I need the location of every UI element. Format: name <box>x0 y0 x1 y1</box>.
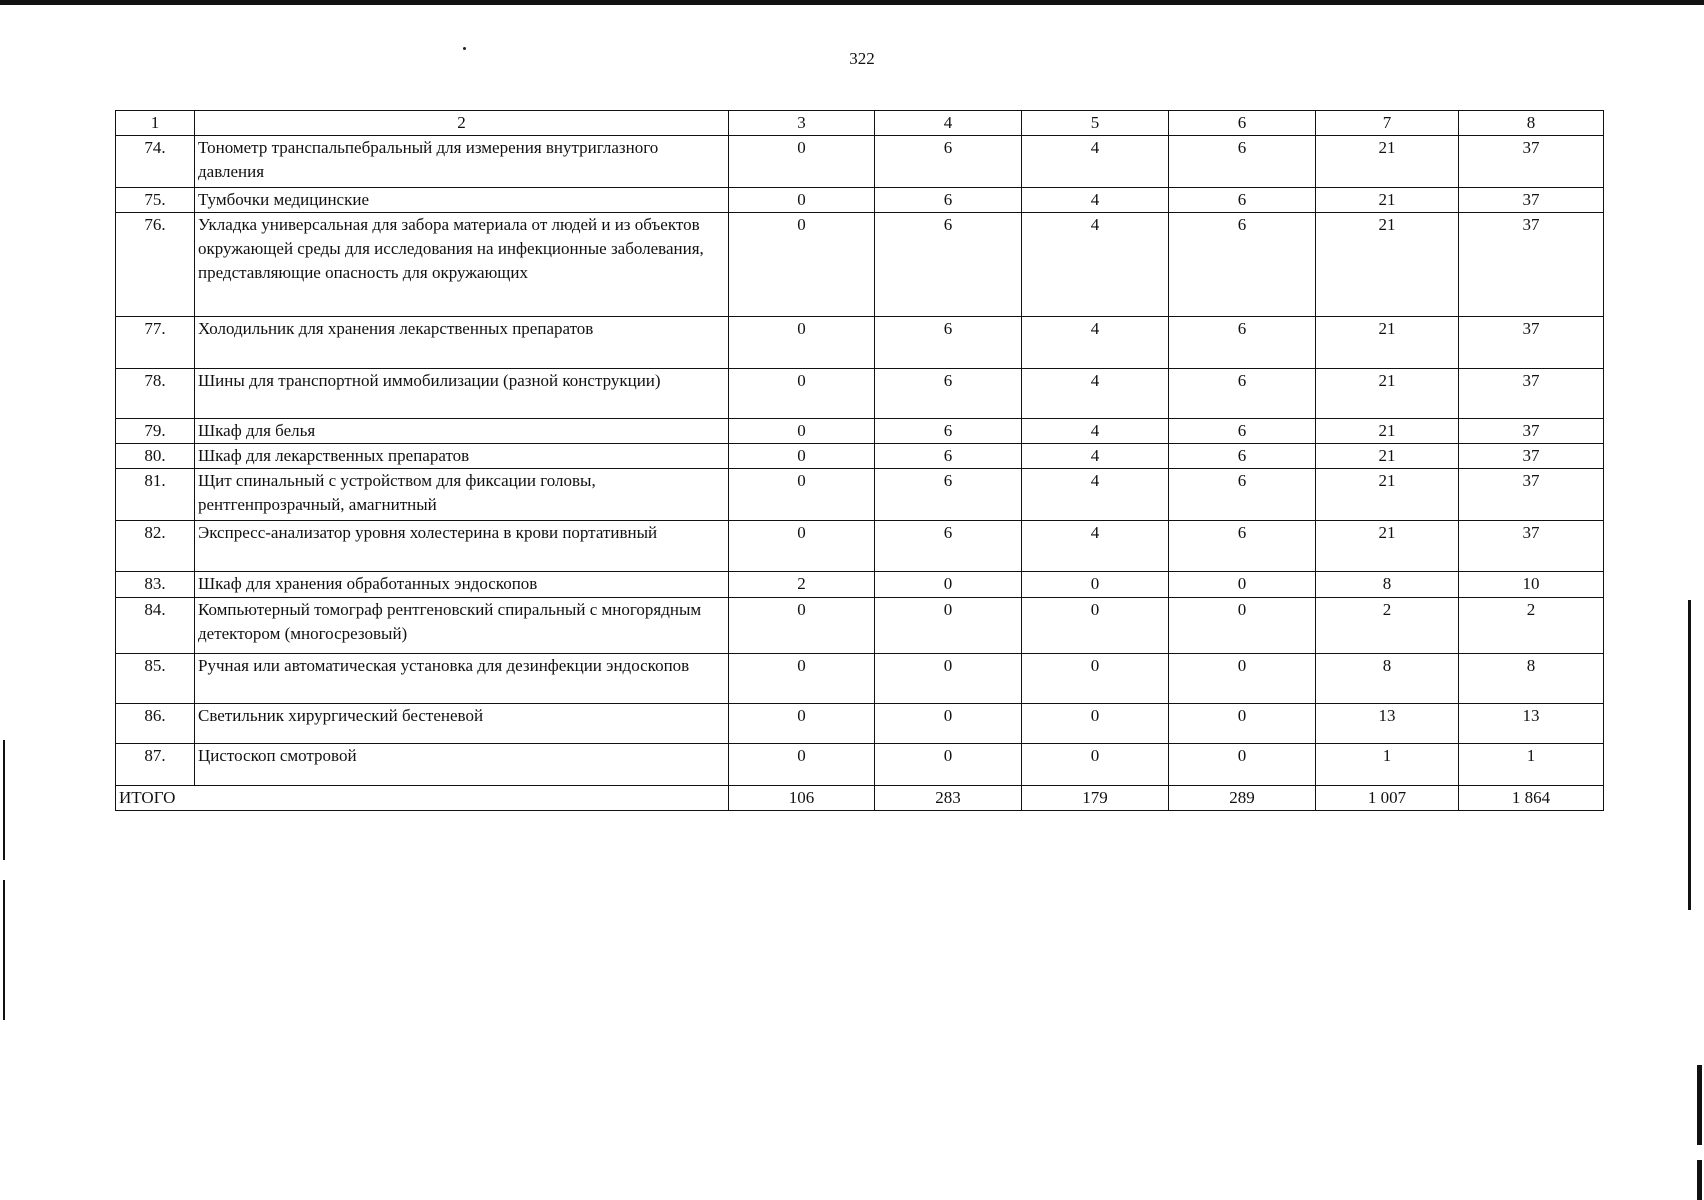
value-cell: 21 <box>1316 317 1459 369</box>
total-value-cell: 106 <box>729 786 875 811</box>
value-cell: 37 <box>1459 444 1604 469</box>
total-value-cell: 1 007 <box>1316 786 1459 811</box>
value-cell: 4 <box>1022 521 1169 572</box>
value-cell: 8 <box>1316 654 1459 704</box>
value-cell: 6 <box>875 521 1022 572</box>
value-cell: 13 <box>1316 704 1459 744</box>
table-row <box>116 654 1604 704</box>
value-cell: 6 <box>1169 444 1316 469</box>
value-cell: 0 <box>875 744 1022 786</box>
scan-edge-mark <box>3 740 5 860</box>
value-cell: 0 <box>1169 572 1316 598</box>
value-cell: 2 <box>1459 598 1604 654</box>
value-cell: 21 <box>1316 136 1459 188</box>
item-name-cell: Тонометр транспальпебральный для измерения внутриглазного давления <box>195 136 729 188</box>
value-cell: 10 <box>1459 572 1604 598</box>
table-row <box>116 744 1604 786</box>
value-cell: 6 <box>1169 213 1316 317</box>
value-cell: 0 <box>729 369 875 419</box>
value-cell: 6 <box>1169 317 1316 369</box>
value-cell: 0 <box>1022 572 1169 598</box>
item-name-cell: Холодильник для хранения лекарственных препаратов <box>195 317 729 369</box>
row-number-cell: 75. <box>116 188 195 213</box>
table-row <box>116 521 1604 572</box>
item-name-cell: Шины для транспортной иммобилизации (разной конструкции) <box>195 369 729 419</box>
header-cell: 8 <box>1459 111 1604 136</box>
value-cell: 6 <box>1169 188 1316 213</box>
value-cell: 6 <box>875 136 1022 188</box>
table-row <box>116 704 1604 744</box>
item-name-cell: Светильник хирургический бестеневой <box>195 704 729 744</box>
value-cell: 21 <box>1316 213 1459 317</box>
value-cell: 6 <box>875 444 1022 469</box>
row-number-cell: 78. <box>116 369 195 419</box>
value-cell: 0 <box>729 317 875 369</box>
table-row <box>116 136 1604 188</box>
page-number: 322 <box>849 49 875 68</box>
total-row <box>116 786 1604 811</box>
value-cell: 0 <box>875 654 1022 704</box>
value-cell: 0 <box>729 444 875 469</box>
value-cell: 0 <box>1169 744 1316 786</box>
value-cell: 21 <box>1316 444 1459 469</box>
value-cell: 6 <box>875 419 1022 444</box>
value-cell: 6 <box>1169 521 1316 572</box>
value-cell: 6 <box>1169 419 1316 444</box>
value-cell: 37 <box>1459 136 1604 188</box>
value-cell: 4 <box>1022 369 1169 419</box>
item-name-cell: Укладка универсальная для забора материала от людей и из объектов окружающей среды для исследования на инфекционные заболевания, представляющие опасность для окружающих <box>195 213 729 317</box>
value-cell: 37 <box>1459 188 1604 213</box>
value-cell: 6 <box>1169 469 1316 521</box>
value-cell: 4 <box>1022 213 1169 317</box>
value-cell: 2 <box>729 572 875 598</box>
row-number-cell: 84. <box>116 598 195 654</box>
scan-edge-mark <box>1697 1160 1702 1200</box>
value-cell: 0 <box>729 213 875 317</box>
value-cell: 4 <box>1022 419 1169 444</box>
value-cell: 4 <box>1022 444 1169 469</box>
value-cell: 0 <box>875 598 1022 654</box>
value-cell: 21 <box>1316 521 1459 572</box>
value-cell: 21 <box>1316 419 1459 444</box>
header-cell: 7 <box>1316 111 1459 136</box>
value-cell: 6 <box>1169 136 1316 188</box>
value-cell: 6 <box>875 317 1022 369</box>
table-row <box>116 419 1604 444</box>
value-cell: 37 <box>1459 419 1604 444</box>
table-row <box>116 213 1604 317</box>
value-cell: 4 <box>1022 469 1169 521</box>
header-cell: 6 <box>1169 111 1316 136</box>
scan-edge-mark <box>1697 1065 1702 1145</box>
value-cell: 0 <box>1022 654 1169 704</box>
value-cell: 0 <box>875 704 1022 744</box>
value-cell: 1 <box>1316 744 1459 786</box>
total-value-cell: 179 <box>1022 786 1169 811</box>
value-cell: 4 <box>1022 188 1169 213</box>
header-cell: 2 <box>195 111 729 136</box>
value-cell: 37 <box>1459 317 1604 369</box>
value-cell: 6 <box>875 469 1022 521</box>
value-cell: 37 <box>1459 213 1604 317</box>
total-label: ИТОГО <box>116 786 729 811</box>
top-border <box>0 0 1704 5</box>
scan-edge-mark <box>1688 600 1691 910</box>
value-cell: 21 <box>1316 188 1459 213</box>
item-name-cell: Экспресс-анализатор уровня холестерина в крови портативный <box>195 521 729 572</box>
value-cell: 37 <box>1459 369 1604 419</box>
item-name-cell: Ручная или автоматическая установка для дезинфекции эндоскопов <box>195 654 729 704</box>
value-cell: 21 <box>1316 369 1459 419</box>
item-name-cell: Шкаф для хранения обработанных эндоскопов <box>195 572 729 598</box>
table-body <box>116 111 1604 811</box>
row-number-cell: 86. <box>116 704 195 744</box>
row-number-cell: 80. <box>116 444 195 469</box>
value-cell: 0 <box>875 572 1022 598</box>
header-cell: 3 <box>729 111 875 136</box>
value-cell: 4 <box>1022 317 1169 369</box>
value-cell: 0 <box>729 704 875 744</box>
value-cell: 0 <box>1022 744 1169 786</box>
value-cell: 6 <box>1169 369 1316 419</box>
value-cell: 0 <box>1169 704 1316 744</box>
value-cell: 0 <box>729 419 875 444</box>
table-row <box>116 188 1604 213</box>
value-cell: 0 <box>1169 598 1316 654</box>
table-row <box>116 469 1604 521</box>
total-value-cell: 289 <box>1169 786 1316 811</box>
table-row <box>116 317 1604 369</box>
value-cell: 13 <box>1459 704 1604 744</box>
header-cell: 1 <box>116 111 195 136</box>
total-value-cell: 1 864 <box>1459 786 1604 811</box>
header-cell: 5 <box>1022 111 1169 136</box>
header-cell: 4 <box>875 111 1022 136</box>
value-cell: 6 <box>875 369 1022 419</box>
table-row <box>116 598 1604 654</box>
value-cell: 2 <box>1316 598 1459 654</box>
item-name-cell: Щит спинальный с устройством для фиксации головы, рентгенпрозрачный, амагнитный <box>195 469 729 521</box>
value-cell: 21 <box>1316 469 1459 521</box>
row-number-cell: 77. <box>116 317 195 369</box>
value-cell: 4 <box>1022 136 1169 188</box>
item-name-cell: Компьютерный томограф рентгеновский спиральный с многорядным детектором (многосрезовый) <box>195 598 729 654</box>
value-cell: 37 <box>1459 521 1604 572</box>
table-header-row <box>116 111 1604 136</box>
equipment-table <box>115 110 1604 811</box>
row-number-cell: 79. <box>116 419 195 444</box>
value-cell: 0 <box>729 744 875 786</box>
value-cell: 0 <box>1169 654 1316 704</box>
row-number-cell: 83. <box>116 572 195 598</box>
scan-edge-mark <box>3 880 5 1020</box>
value-cell: 6 <box>875 213 1022 317</box>
value-cell: 0 <box>729 521 875 572</box>
total-value-cell: 283 <box>875 786 1022 811</box>
value-cell: 6 <box>875 188 1022 213</box>
row-number-cell: 82. <box>116 521 195 572</box>
value-cell: 0 <box>729 469 875 521</box>
row-number-cell: 74. <box>116 136 195 188</box>
value-cell: 37 <box>1459 469 1604 521</box>
row-number-cell: 76. <box>116 213 195 317</box>
value-cell: 0 <box>729 598 875 654</box>
value-cell: 8 <box>1459 654 1604 704</box>
item-name-cell: Цистоскоп смотровой <box>195 744 729 786</box>
value-cell: 8 <box>1316 572 1459 598</box>
item-name-cell: Тумбочки медицинские <box>195 188 729 213</box>
item-name-cell: Шкаф для белья <box>195 419 729 444</box>
value-cell: 0 <box>729 188 875 213</box>
item-name-cell: Шкаф для лекарственных препаратов <box>195 444 729 469</box>
table-row <box>116 444 1604 469</box>
table-row <box>116 369 1604 419</box>
value-cell: 0 <box>1022 598 1169 654</box>
row-number-cell: 85. <box>116 654 195 704</box>
value-cell: 0 <box>729 654 875 704</box>
table-row <box>116 572 1604 598</box>
row-number-cell: 87. <box>116 744 195 786</box>
row-number-cell: 81. <box>116 469 195 521</box>
value-cell: 0 <box>729 136 875 188</box>
value-cell: 0 <box>1022 704 1169 744</box>
value-cell: 1 <box>1459 744 1604 786</box>
